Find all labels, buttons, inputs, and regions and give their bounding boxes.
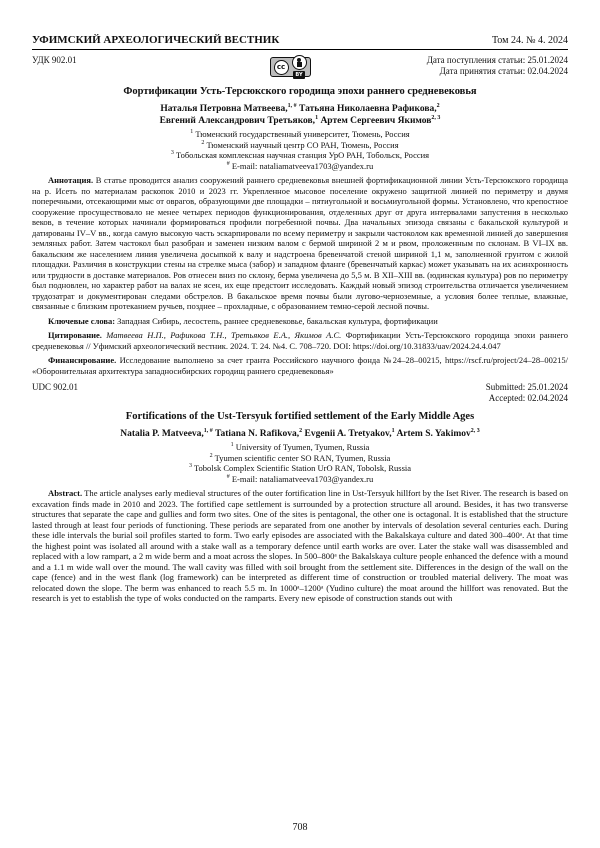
author-name: Evgenii A. Tretyakov, <box>302 429 392 439</box>
author-name: Tatiana N. Rafikova, <box>212 429 300 439</box>
en-dates <box>368 382 568 404</box>
affiliation: Тобольская комплексная научная станция УрО РАН, Тобольск, Россия <box>173 150 430 160</box>
author-name: Artem S. Yakimov <box>394 429 471 439</box>
aff-sup: 3 <box>188 463 192 470</box>
author-sup: 2 <box>436 102 440 109</box>
page-number: 708 <box>292 822 308 833</box>
affiliation: Тюменский государственный университет, Тюмень, Россия <box>193 129 410 139</box>
aff-sup: 1 <box>190 129 194 136</box>
ru-funding <box>32 355 568 376</box>
en-abstract <box>32 488 568 604</box>
ru-keywords <box>32 316 568 327</box>
email-link[interactable]: E-mail: nataliamatveeva1703@yandex.ru <box>229 160 374 171</box>
ru-authors <box>32 103 568 127</box>
author-sup: 1 <box>391 427 395 434</box>
en-meta <box>32 382 568 404</box>
affiliation: Tyumen scientific center SO RAN, Tyumen, Russia <box>212 452 391 463</box>
author-name: Евгений Александрович Третьяков, <box>159 116 316 126</box>
citation-label: Цитирование. <box>48 330 102 340</box>
page <box>32 34 568 604</box>
author-name: Татьяна Николаевна Рафикова, <box>296 104 437 114</box>
ru-affiliations <box>32 129 568 171</box>
abstract-text: The article analyses early medieval structures of the outer fortification line in Ust-Tersyuk hillfort by the Iset River. The research is based on excavation finds made in 2010 and 2023. The fortified cape settlement is surrounded by a protection structure all around. Besides, it has two transverse structures that separate the cape and gullies and form two sites. One of the sites is pentagonal, the other one is octagonal. It is established that the structure lasted through at least four periods of functioning. These periods are separated from one another by intervals of desolation several centuries each. During these idle intervals the burial soil profiles started to form. Two early episodes are associated with the Bakalskaya culture and dated 300–400ᵃ. At that time the highest point was isolated all around with a stake wall as a temporary defence until earth works are over. Later the stake wall was disassembled and replaced with a low rampart, a 2 m wide berm and a moat across the slopes. In 500–800ᵃ the Bakalskaya culture people enhanced the defence with a mound and a 1.1 m wide wall over the mound. The wall cavity was filled with soil brought from the settlement site. Differences in the design of the wall on the cape (fence) and in the west flank (log framework) can be interpreted as different time of construction or troubled material delivery. The moat was relocated down the slope. The berm was enhanced to reach 5.5 m. In 1000ᵃ–1200ᵃ (Yudino culture) the moat around the hillfort was renovated. But the research is yet to establish the type of woks conducted on the ramparts. Every new episode of construction stands out with <box>32 488 568 603</box>
abstract-label: Abstract. <box>48 488 83 498</box>
udc-ru: УДК 902.01 <box>32 55 77 65</box>
journal-name: УФИМСКИЙ АРХЕОЛОГИЧЕСКИЙ ВЕСТНИК <box>32 34 280 46</box>
author-sup: 1, # <box>203 427 213 434</box>
en-title: Fortifications of the Ust-Tersyuk fortified settlement of the Early Middle Ages <box>125 411 475 422</box>
author-sup: 1, # <box>287 102 297 109</box>
cc-by-license-icon[interactable] <box>270 57 311 77</box>
funding-label: Финансирование. <box>48 355 117 365</box>
aff-sup: # <box>226 160 230 167</box>
affiliation: University of Tyumen, Tyumen, Russia <box>233 442 370 452</box>
author-sup: 2, 3 <box>470 427 480 434</box>
cc-icon: cc <box>274 60 289 75</box>
citation-text[interactable]: Фортификации Усть-Терсюкского городища эпохи раннего средневековья // Уфимский археологический вестник. 2024. Т. 24. №4. С. 708–720. DOI: https://doi.org/10.31833/uav/2024.24.4.047 <box>32 330 568 351</box>
keywords-text: Западная Сибирь, лесостепь, раннее средневековье, бакальская культура, фортификации <box>115 315 438 326</box>
affiliation: Тюменский научный центр СО РАН, Тюмень, Россия <box>204 139 399 150</box>
author-name: Наталья Петровна Матвеева, <box>160 104 288 114</box>
running-header <box>32 34 568 50</box>
ru-citation <box>32 330 568 351</box>
aff-sup: 2 <box>201 139 205 146</box>
ru-meta <box>32 55 568 77</box>
email-link[interactable]: E-mail: nataliamatveeva1703@yandex.ru <box>229 473 374 484</box>
ru-title: Фортификации Усть-Терсюкского городища эпохи раннего средневековья <box>123 86 477 97</box>
ru-abstract <box>32 175 568 312</box>
aff-sup: 3 <box>170 150 174 157</box>
udc-en: UDC 902.01 <box>32 382 79 392</box>
citation-authors: Матвеева Н.П., Рафикова Т.Н., Третьяков Е.А., Якимов А.С. <box>101 330 342 340</box>
keywords-label: Ключевые слова: <box>48 315 116 326</box>
aff-sup: # <box>226 473 230 480</box>
by-label: BY <box>295 72 303 78</box>
abstract-label: Аннотация. <box>48 175 94 185</box>
affiliation: Tobolsk Complex Scientific Station UrO RAN, Tobolsk, Russia <box>191 463 412 473</box>
accepted-date: Дата принятия статьи: 02.04.2024 <box>439 66 568 76</box>
volume-info: Том 24. № 4. 2024 <box>491 35 568 46</box>
submitted-date: Submitted: 25.01.2024 <box>485 382 568 392</box>
funding-text[interactable]: Исследование выполнено за счет гранта Российского научного фонда №24–28–00215, https://rscf.ru/project/24–28–00215/ «Оборонительная архитектура западносибирских городищ раннего средневековья» <box>32 355 568 376</box>
author-sup: 2 <box>299 427 303 434</box>
author-sup: 1 <box>315 114 319 121</box>
author-sup: 2, 3 <box>431 114 441 121</box>
accepted-date-en: Accepted: 02.04.2024 <box>488 393 568 403</box>
ru-dates <box>368 55 568 77</box>
author-name: Артем Сергеевич Якимов <box>318 116 432 126</box>
abstract-text: В статье проводится анализ сооружений раннего средневековья внешней фортификационной линии Усть-Терсюкского городища на р. Исеть по материалам раскопок 2010 и 2023 гг. Укрепленное мысовое поселение окружено защитной линией по периметру и двумя поперечными, отсекающими мыс от оврагов, образующими две площадки – пятиугольной и восьмиугольной формы. Установлено, что крепостное сооружение просуществовало не менее четырех периодов функционирования, отделенных друг от друга интервалами запустения в несколько веков, в течение которых начинали формироваться профили погребенной почвы. Два начальных эпизода связаны с бакальской культурой и датированы IV–V вв., когда самую высокую часть эскарпировали по всему периметру и закрыли частоколом как временной линией до завершения земляных работ. Затем частокол был разобран и заменен низким валом с бермой шириной 2 м и рвом, проложенным по склонам. В VI–IX вв. бакальским же населением линия увеличена досыпкой к валу и надстроена бревенчатой стеной шириной 1,1 м, заполненной грунтом с жилой площадки. Различия в конструкции стены на стрелке мыса (забор) и западном фланге (бревенчатый каркас) может указывать на их асинхронность или трудности в доставке материалов. Ров отнесен вниз по склону, берма увеличена до 5,5 м. В XII–XIII вв. (юдинская культура) ров по периметру был подновлен, но характер работ на валах не ясен, их еще предстоит исследовать. Каждый новый эпизод строительства отличается увеличением трудозатрат и документирован следами обстрелов. В бакальское время почвы были лугово-черноземные, а условия более теплые, влажные, связанные с близким протеканием ручьев, позднее – прохладные, с образованием темно-серой лесной почвы. <box>32 175 568 311</box>
aff-sup: 2 <box>209 452 213 459</box>
received-date: Дата поступления статьи: 25.01.2024 <box>426 55 568 65</box>
en-authors <box>32 428 568 440</box>
by-person-icon <box>292 55 307 70</box>
aff-sup: 1 <box>230 442 234 449</box>
author-name: Natalia P. Matveeva, <box>120 429 204 439</box>
en-affiliations <box>32 442 568 484</box>
